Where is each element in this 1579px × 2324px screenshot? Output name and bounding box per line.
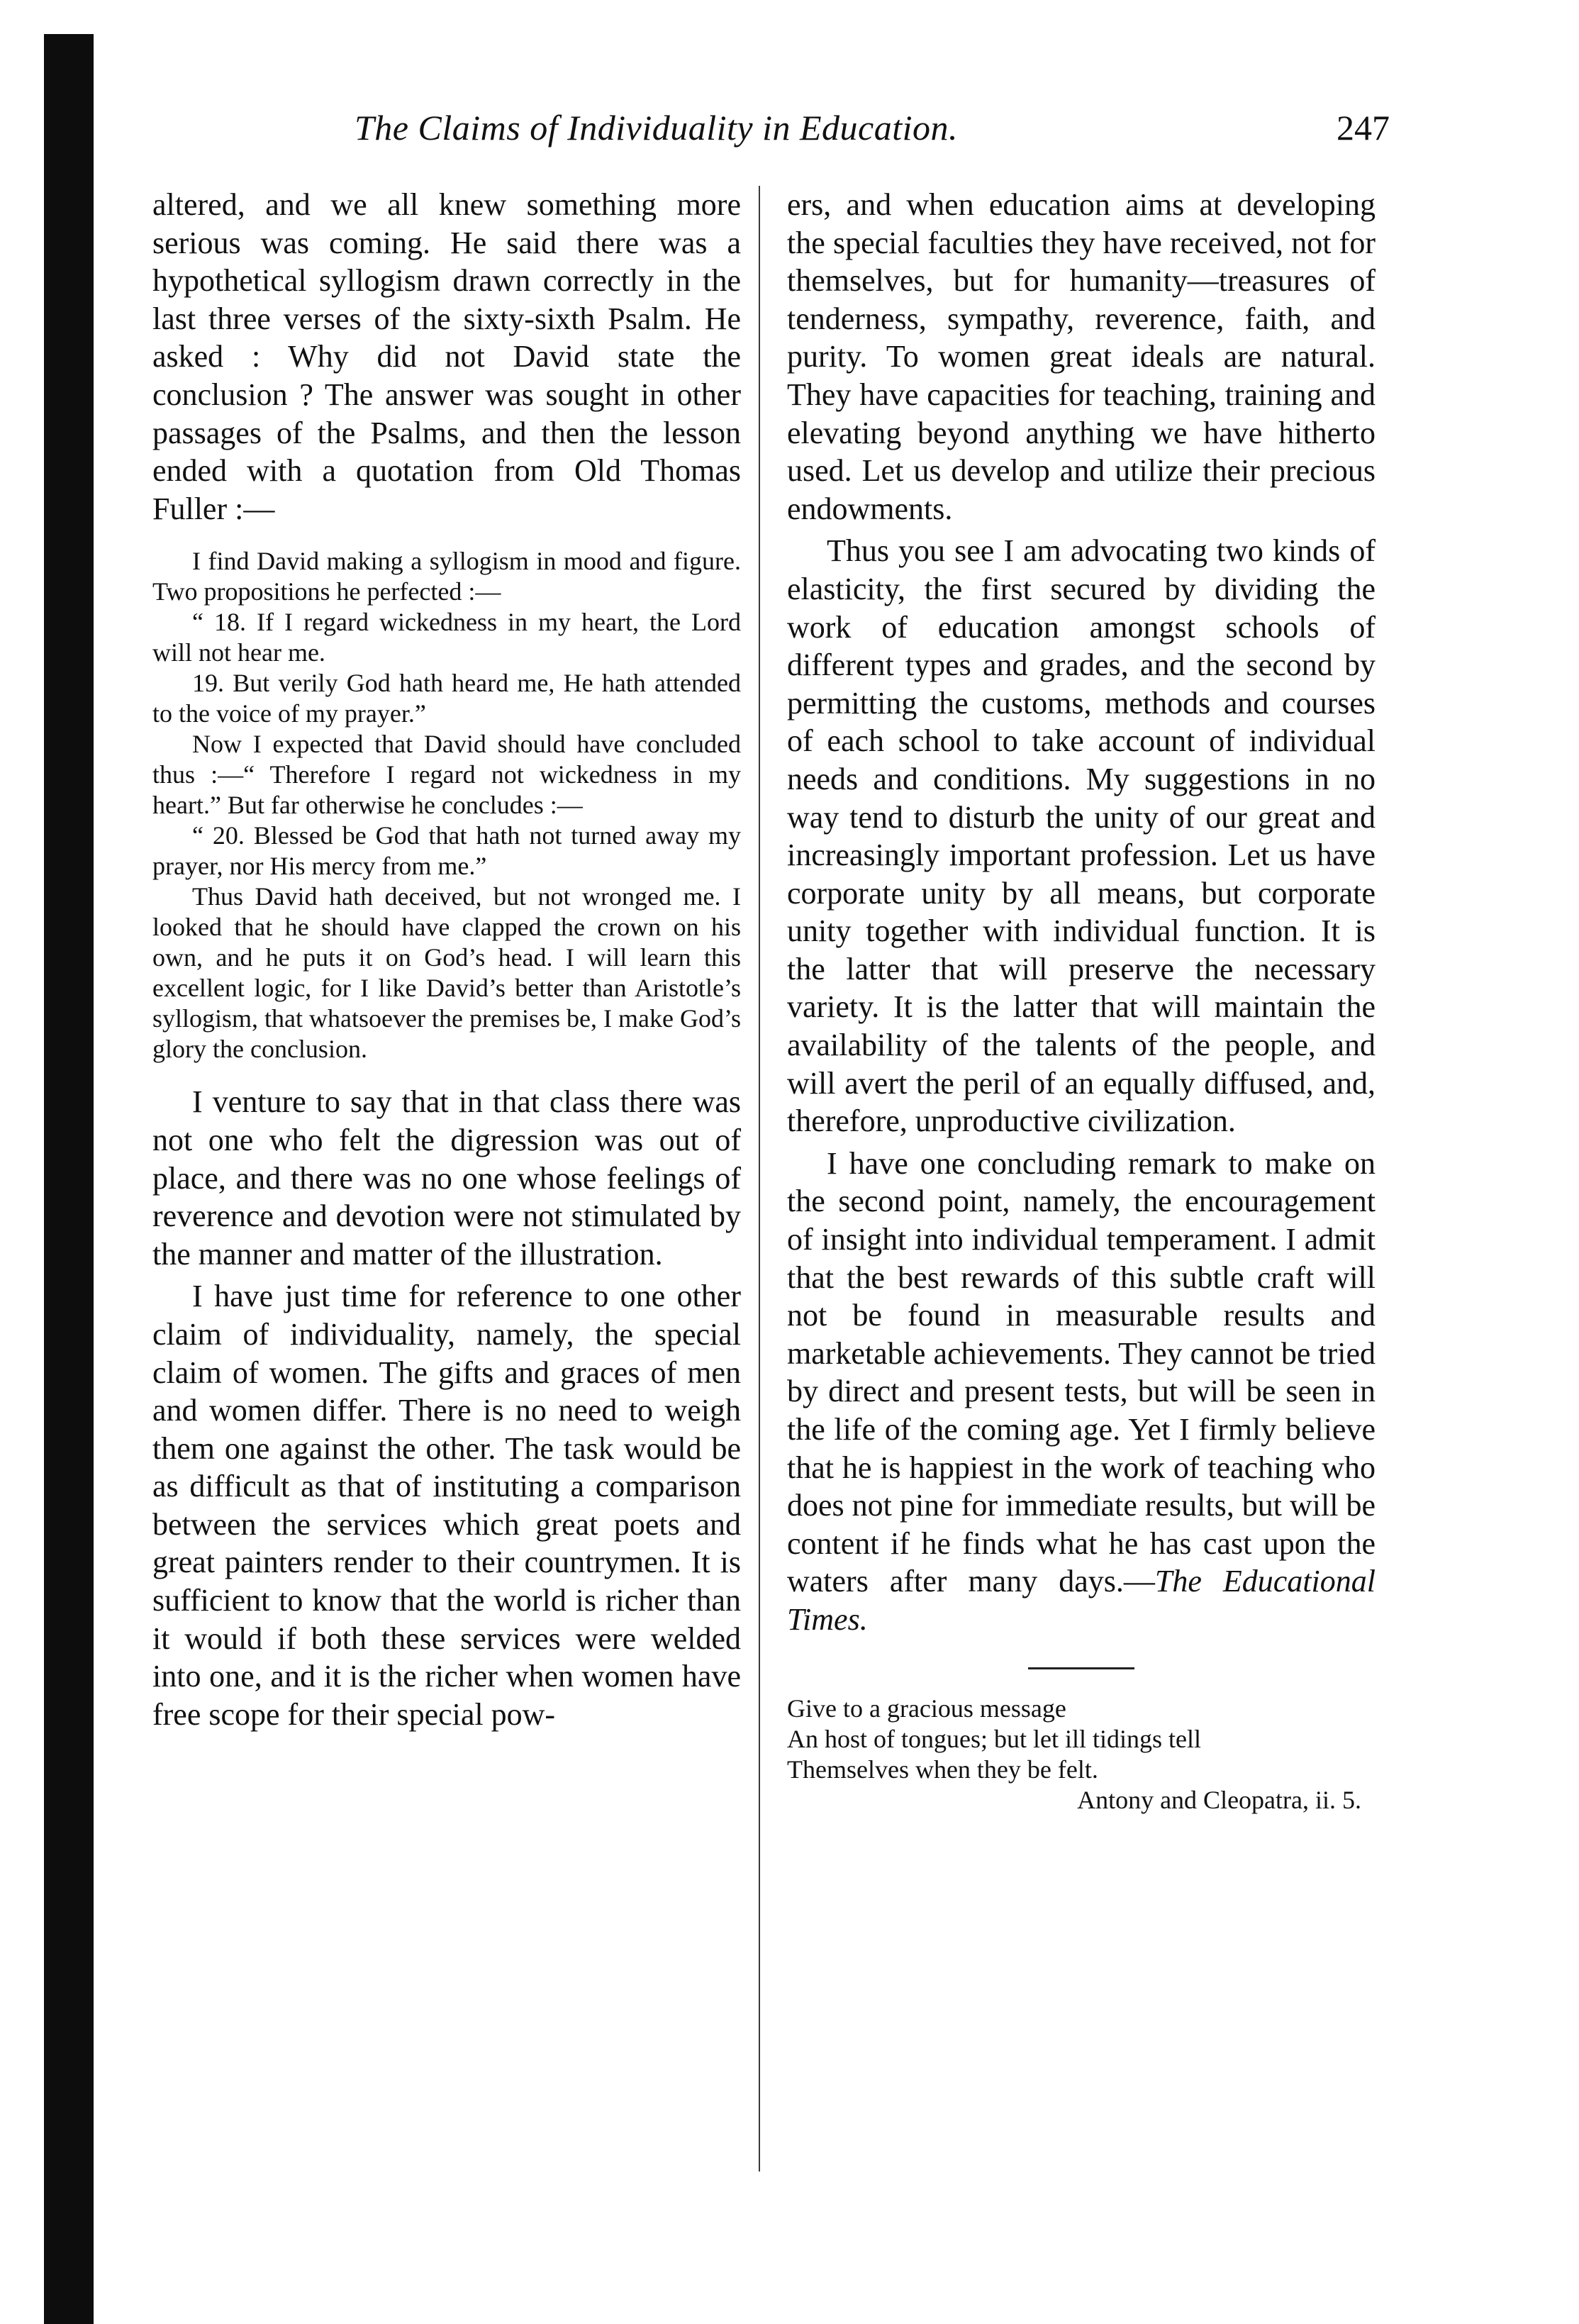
- paragraph: [787, 1145, 1376, 1639]
- page-header: [355, 106, 1390, 163]
- quote-line: Thus David hath deceived, but not wronged me. I looked that he should have clapped the crown on his own, and he puts it on God’s head. I will learn this excellent logic, for I like David’s better than Aristotle’s syllogism, that whatsoever the premises be, I make God’s glory the conclusion.: [152, 882, 741, 1064]
- paragraph-text: I have one concluding remark to make on the second point, namely, the encouragement of insight into individual temperament. I admit that the best rewards of this subtle craft will not be found in measurable results and marketable achievements. They cannot be tried by direct and present tests, but will be seen in the life of the coming age. Yet I firmly believe that he is happiest in the work of teaching who does not pine for immediate results, but will be content if he finds what he has cast upon the waters after many days.—: [787, 1145, 1376, 1599]
- paragraph: altered, and we all knew something more serious was coming. He said there was a hypothetical syllogism drawn correctly in the last three verses of the sixty-sixth Psalm. He asked : Why did not David state the conclusion ? The answer was sought in other passages of the Psalms, and then the lesson ended with a quotation from Old Thomas Fuller :—: [152, 187, 741, 526]
- source-citation: The Educational Times.: [787, 1564, 1376, 1637]
- paragraph: I have just time for reference to one other claim of individuality, namely, the special claim of women. The gifts and graces of men and women differ. There is no need to weigh them one against the other. The task would be as difficult as that of instituting a comparison between the services which great poets and great painters render to their countrymen. It is sufficient to know that the world is richer than it would if both these services were welded into one, and it is the richer when women have free scope for their special pow-: [152, 1279, 741, 1732]
- block-quote: [152, 546, 741, 1064]
- quote-line: Now I expected that David should have concluded thus :—“ Therefore I regard not wickedness in my heart.” But far otherwise he concludes :—: [152, 730, 741, 820]
- paragraph: Thus you see I am advocating two kinds of elasticity, the first secured by dividing the work of education amongst schools of different types and grades, and the second by permitting the customs, methods and courses of each school to take account of individual needs and conditions. My suggestions in no way tend to disturb the unity of our great and increasingly important profession. Let us have corporate unity by all means, but corporate unity together with individual function. It is the latter that will preserve the necessary variety. It is the latter that will maintain the availability of the talents of the people, and will avert the peril of an equally diffused, and, therefore, unproductive civilization.: [787, 533, 1376, 1139]
- paragraph: I venture to say that in that class there was not one who felt the digression was out of place, and there was no one whose feelings of reverence and devotion were not stimulated by the manner and matter of the illustration.: [152, 1084, 741, 1272]
- verse-line: An host of tongues; but let ill tidings tell: [787, 1724, 1201, 1753]
- left-column: [152, 186, 741, 1738]
- right-column: [787, 186, 1376, 1816]
- verse-attribution: Antony and Cleopatra, ii. 5.: [1077, 1785, 1361, 1814]
- paragraph: ers, and when education aims at developing the special faculties they have received, not for themselves, but for humanity—treasures of tenderness, sympathy, reverence, faith, and purity. To women great ideals are natural. They have capacities for teaching, training and elevating beyond anything we have hitherto used. Let us develop and utilize their precious endowments.: [787, 187, 1376, 526]
- section-divider: [1028, 1667, 1134, 1669]
- column-divider: [759, 186, 760, 2172]
- quote-line: 19. But verily God hath heard me, He hath attended to the voice of my prayer.”: [152, 669, 741, 728]
- quote-line: “ 18. If I regard wickedness in my heart, the Lord will not hear me.: [152, 608, 741, 667]
- verse-line: Give to a gracious message: [787, 1694, 1066, 1723]
- verse-line: Themselves when they be felt.: [787, 1755, 1098, 1784]
- page-number: 247: [1337, 108, 1390, 148]
- quote-line: “ 20. Blessed be God that hath not turned away my prayer, nor His mercy from me.”: [152, 821, 741, 881]
- book-spine-shadow: [44, 34, 94, 2324]
- quote-line: I find David making a syllogism in mood and figure. Two propositions he perfected :—: [152, 547, 741, 606]
- running-title: The Claims of Individuality in Education.: [355, 108, 958, 148]
